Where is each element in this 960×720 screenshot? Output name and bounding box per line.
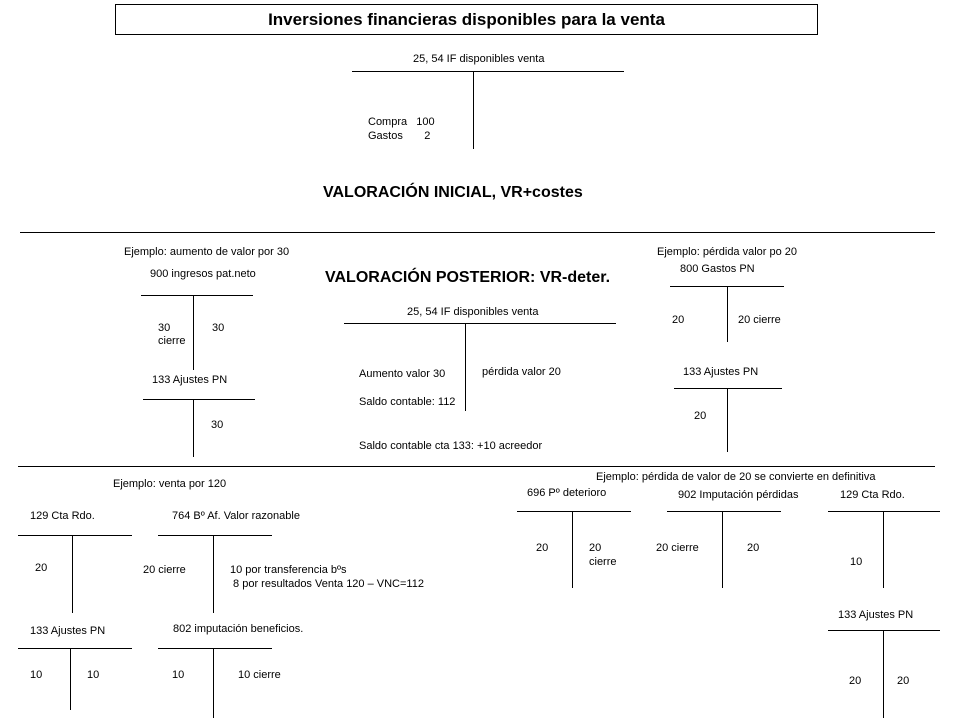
acc-764-credit-1: 10 por transferencia bºs	[230, 564, 347, 576]
t-account-bar	[143, 399, 255, 400]
section-divider	[20, 232, 935, 233]
center-account-debit: Aumento valor 30	[359, 368, 446, 380]
acc-133-venta-credit: 10	[87, 669, 100, 681]
acc-696-credit: 20	[589, 542, 602, 554]
top-account-entry-1: Compra 100	[368, 116, 435, 128]
acc-133-def-credit: 20	[897, 675, 910, 687]
acc-800-debit: 20	[672, 314, 685, 326]
t-account-divider	[213, 535, 214, 613]
acc-900-debit: 30	[158, 322, 171, 334]
center-account-saldo: Saldo contable: 112	[359, 396, 456, 408]
acc-902-debit: 20 cierre	[656, 542, 699, 554]
acc-900-credit: 30	[212, 322, 225, 334]
acc-764-credit-2: 8 por resultados Venta 120 – VNC=112	[230, 578, 424, 590]
acc-764-name: 764 Bº Af. Valor razonable	[172, 510, 300, 522]
acc-129-def-debit: 10	[850, 556, 863, 568]
acc-133-right-name: 133 Ajustes PN	[683, 366, 759, 378]
t-account-bar	[18, 535, 132, 536]
t-account-bar	[344, 323, 616, 324]
t-account-bar	[158, 648, 272, 649]
acc-129-name: 129 Cta Rdo.	[30, 510, 95, 522]
t-account-divider	[572, 511, 573, 588]
ejemplo-definitiva-label: Ejemplo: pérdida de valor de 20 se convierte en definitiva	[596, 471, 876, 483]
acc-802-debit: 10	[172, 669, 185, 681]
acc-133-credit: 30	[211, 419, 224, 431]
t-account-bar	[141, 295, 253, 296]
center-account-credit: pérdida valor 20	[482, 366, 561, 378]
t-account-bar	[667, 511, 781, 512]
valoracion-inicial-heading: VALORACIÓN INICIAL, VR+costes	[323, 184, 583, 201]
center-account-saldo-133: Saldo contable cta 133: +10 acreedor	[359, 440, 543, 452]
acc-900-name: 900 ingresos pat.neto	[150, 268, 256, 280]
center-account-name: 25, 54 IF disponibles venta	[407, 306, 539, 318]
t-account-divider	[213, 648, 214, 718]
top-account-entry-2: Gastos 2	[368, 130, 431, 142]
t-account-divider	[72, 535, 73, 613]
acc-129-def-name: 129 Cta Rdo.	[840, 489, 905, 501]
acc-902-name: 902 Imputación pérdidas	[678, 489, 799, 501]
ejemplo-venta-label: Ejemplo: venta por 120	[113, 478, 227, 490]
t-account-divider	[883, 511, 884, 588]
acc-902-credit: 20	[747, 542, 760, 554]
t-account-divider	[883, 630, 884, 718]
acc-696-name: 696 Pº deterioro	[527, 487, 607, 499]
ejemplo-perdida-label: Ejemplo: pérdida valor po 20	[657, 246, 798, 258]
page-title: Inversiones financieras disponibles para la venta	[115, 4, 818, 35]
t-account-bar	[828, 630, 940, 631]
section-divider	[18, 466, 935, 467]
top-account-name: 25, 54 IF disponibles venta	[413, 53, 545, 65]
t-account-bar	[828, 511, 940, 512]
acc-696-debit: 20	[536, 542, 549, 554]
t-account-divider	[727, 286, 728, 342]
t-account-bar	[18, 648, 132, 649]
acc-900-debit-note: cierre	[158, 335, 186, 347]
ejemplo-aumento-label: Ejemplo: aumento de valor por 30	[124, 246, 290, 258]
acc-764-debit: 20 cierre	[143, 564, 186, 576]
acc-133-def-name: 133 Ajustes PN	[838, 609, 914, 621]
t-account-divider	[727, 388, 728, 452]
t-account-bar	[158, 535, 272, 536]
acc-800-name: 800 Gastos PN	[680, 263, 755, 275]
t-account-bar	[674, 388, 782, 389]
t-account-bar	[352, 71, 624, 72]
t-account-divider	[70, 648, 71, 710]
t-account-divider	[465, 323, 466, 411]
t-account-divider	[473, 71, 474, 149]
acc-802-name: 802 imputación beneficios.	[173, 623, 304, 635]
acc-129-debit: 20	[35, 562, 48, 574]
t-account-divider	[193, 399, 194, 457]
acc-696-credit-note: cierre	[589, 556, 617, 568]
acc-800-credit: 20 cierre	[738, 314, 781, 326]
acc-802-credit: 10 cierre	[238, 669, 281, 681]
acc-133-name: 133 Ajustes PN	[152, 374, 228, 386]
valoracion-posterior-heading: VALORACIÓN POSTERIOR: VR-deter.	[325, 269, 611, 286]
acc-133-venta-debit: 10	[30, 669, 43, 681]
t-account-divider	[193, 295, 194, 370]
acc-133-right-debit: 20	[694, 410, 707, 422]
acc-133-def-debit: 20	[849, 675, 862, 687]
t-account-divider	[722, 511, 723, 588]
acc-133-venta-name: 133 Ajustes PN	[30, 625, 106, 637]
t-account-bar	[517, 511, 631, 512]
